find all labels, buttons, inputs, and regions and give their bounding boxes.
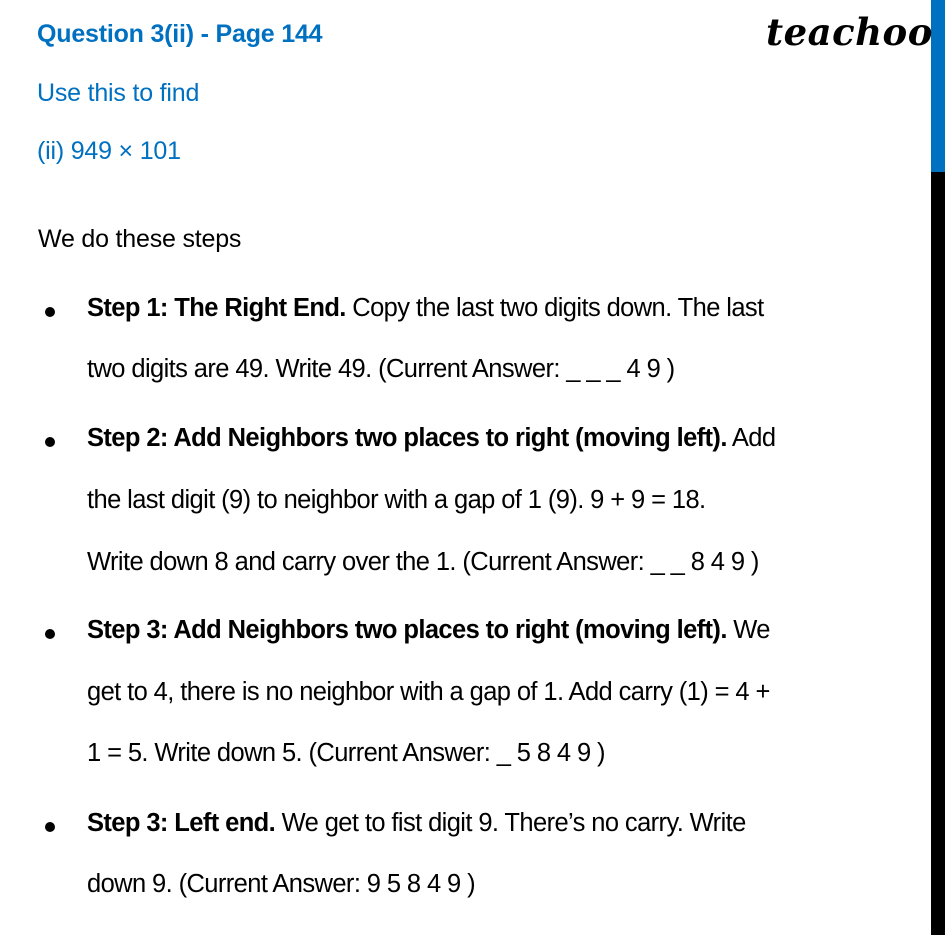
- question-expression: (ii) 949 × 101: [37, 137, 181, 165]
- step-1-heading: Step 1: The Right End.: [87, 294, 346, 322]
- question-title: Question 3(ii) - Page 144: [37, 20, 323, 48]
- teachoo-logo: teachoo: [766, 10, 933, 54]
- step-3-line-2: get to 4, there is no neighbor with a gap of 1. Add carry (1) = 4 +: [87, 678, 770, 706]
- side-strip-blue: [931, 0, 945, 172]
- step-1-line-2: two digits are 49. Write 49. (Current Answer: _ _ _ 4 9 ): [87, 355, 675, 383]
- bullet-icon: [45, 307, 55, 317]
- step-2-heading: Step 2: Add Neighbors two places to right (moving left).: [87, 424, 727, 452]
- step-2-line-2: the last digit (9) to neighbor with a gap of 1 (9). 9 + 9 = 18.: [87, 486, 706, 514]
- step-4-heading: Step 3: Left end.: [87, 809, 276, 837]
- bullet-icon: [45, 629, 55, 639]
- bullet-icon: [45, 822, 55, 832]
- step-4-line-1: [87, 809, 746, 838]
- step-3-line-3: 1 = 5. Write down 5. (Current Answer: _ 5 8 4 9 ): [87, 739, 605, 767]
- step-3-heading: Step 3: Add Neighbors two places to right (moving left).: [87, 616, 727, 644]
- step-1-line-1: [87, 294, 764, 323]
- step-2-line-1: [87, 424, 775, 453]
- step-2-line-3: Write down 8 and carry over the 1. (Current Answer: _ _ 8 4 9 ): [87, 548, 759, 576]
- step-4-line-2: down 9. (Current Answer: 9 5 8 4 9 ): [87, 870, 476, 898]
- step-4-text: We get to fist digit 9. There’s no carry. Write: [275, 809, 746, 837]
- step-1-text: Copy the last two digits down. The last: [345, 294, 764, 322]
- side-accent-strip: [931, 0, 945, 935]
- step-3-line-1: [87, 616, 770, 645]
- step-2-text: Add: [726, 424, 776, 452]
- intro-text: We do these steps: [38, 225, 242, 253]
- side-strip-black: [931, 172, 945, 935]
- step-3-text: We: [726, 616, 770, 644]
- question-instruction: Use this to find: [37, 79, 200, 107]
- bullet-icon: [45, 437, 55, 447]
